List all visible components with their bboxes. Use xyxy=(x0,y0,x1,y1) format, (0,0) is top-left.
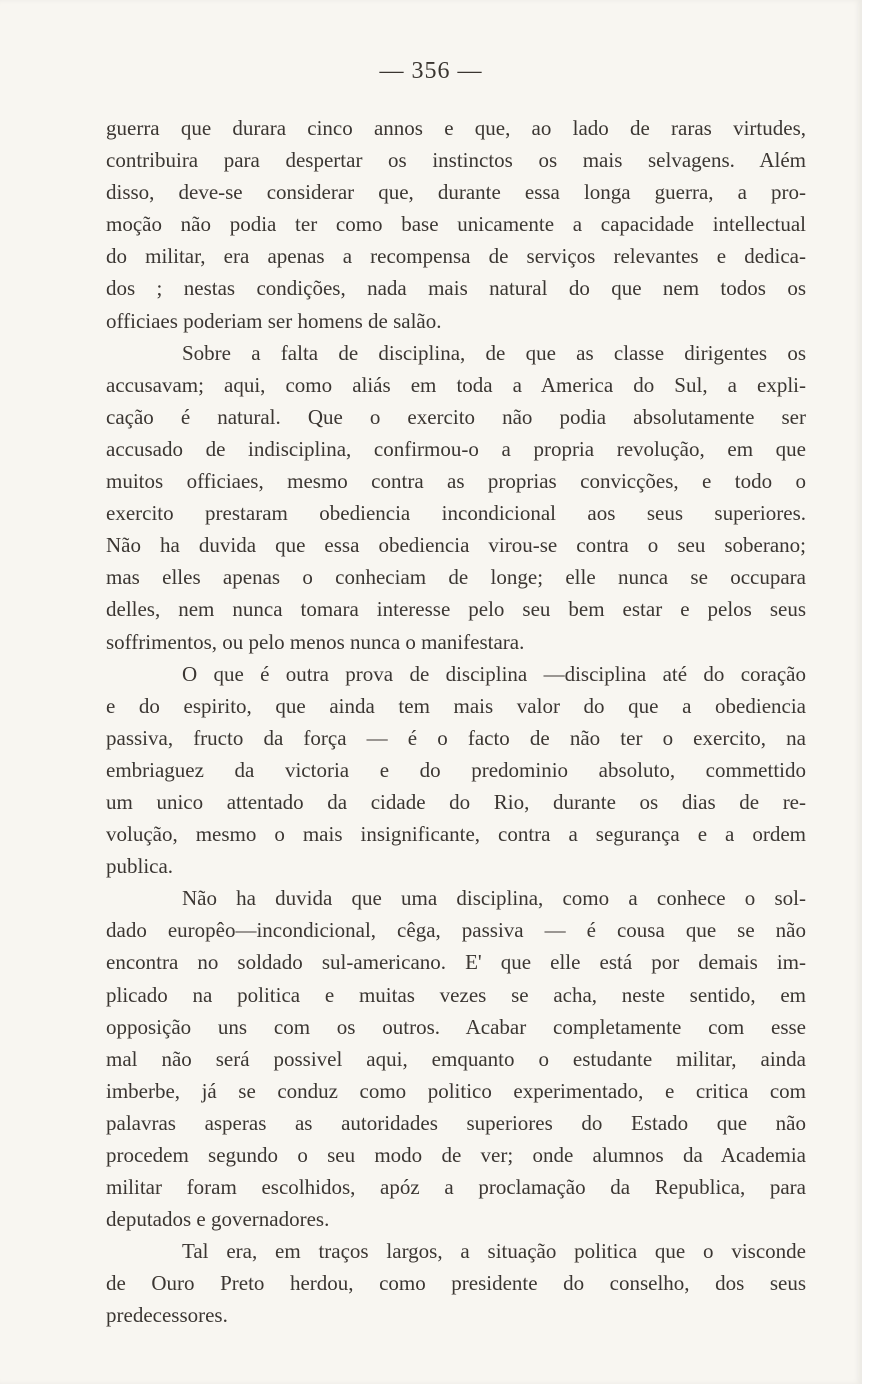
text-line: dado europêo—incondicional, cêga, passiva — é cousa que se não xyxy=(106,918,806,943)
page-number: — 356 — xyxy=(379,58,483,84)
text-line: imberbe, já se conduz como politico experimentado, e critica com xyxy=(106,1078,806,1103)
text-line: soffrimentos, ou pelo menos nunca o manifestara. xyxy=(106,629,525,654)
body-text xyxy=(106,112,806,1332)
text-line: muitos officiaes, mesmo contra as proprias convicções, e todo o xyxy=(106,469,806,494)
text-line: predecessores. xyxy=(106,1303,228,1328)
text-line: accusavam; aqui, como aliás em toda a America do Sul, a expli- xyxy=(106,372,806,397)
text-line: exercito prestaram obediencia incondicional aos seus superiores. xyxy=(106,501,806,526)
page-margin xyxy=(862,0,876,1384)
text-line: plicado na politica e muitas vezes se acha, neste sentido, em xyxy=(106,982,806,1007)
text-line: um unico attentado da cidade do Rio, durante os dias de re- xyxy=(106,789,806,814)
text-line: accusado de indisciplina, confirmou-o a propria revolução, em que xyxy=(106,436,806,461)
text-line: volução, mesmo o mais insignificante, contra a segurança e a ordem xyxy=(106,822,806,847)
text-line: do militar, era apenas a recompensa de serviços relevantes e dedica- xyxy=(106,244,806,269)
text-line: officiaes poderiam ser homens de salão. xyxy=(106,308,442,333)
text-line: de Ouro Preto herdou, como presidente do conselho, dos seus xyxy=(106,1271,806,1296)
text-line: guerra que durara cinco annos e que, ao lado de raras virtudes, xyxy=(106,116,806,140)
text-line: O que é outra prova de disciplina —disciplina até do coração xyxy=(182,661,806,686)
text-line: contribuira para despertar os instinctos os mais selvagens. Além xyxy=(106,148,806,173)
text-line: deputados e governadores. xyxy=(106,1207,330,1232)
text-line: Não ha duvida que uma disciplina, como a conhece o sol- xyxy=(182,886,806,911)
text-line: embriaguez da victoria e do predominio absoluto, commettido xyxy=(106,757,806,782)
text-line: moção não podia ter como base unicamente a capacidade intellectual xyxy=(106,212,806,237)
text-line: e do espirito, que ainda tem mais valor do que a obediencia xyxy=(106,693,806,718)
text-line: encontra no soldado sul-americano. E' que elle está por demais im- xyxy=(106,950,806,975)
text-line: Sobre a falta de disciplina, de que as classe dirigentes os xyxy=(182,340,806,365)
text-line: Tal era, em traços largos, a situação politica que o visconde xyxy=(182,1239,806,1264)
text-line: delles, nem nunca tomara interesse pelo seu bem estar e pelos seus xyxy=(106,597,806,622)
text-line: mas elles apenas o conheciam de longe; elle nunca se occupara xyxy=(106,565,806,590)
text-line: Não ha duvida que essa obediencia virou-se contra o seu soberano; xyxy=(106,533,806,558)
text-line: disso, deve-se considerar que, durante essa longa guerra, a pro- xyxy=(106,180,806,205)
text-line: procedem segundo o seu modo de ver; onde alumnos da Academia xyxy=(106,1143,806,1167)
text-line: militar foram escolhidos, apóz a proclamação da Republica, para xyxy=(106,1175,806,1200)
text-line: publica. xyxy=(106,854,174,879)
text-line: cação é natural. Que o exercito não podia absolutamente ser xyxy=(106,404,806,429)
text-line: passiva, fructo da força — é o facto de não ter o exercito, na xyxy=(106,725,806,750)
text-line: opposição uns com os outros. Acabar completamente com esse xyxy=(106,1014,806,1039)
text-line: palavras asperas as autoridades superiores do Estado que não xyxy=(106,1110,806,1135)
text-line: dos ; nestas condições, nada mais natural do que nem todos os xyxy=(106,276,806,301)
text-line: mal não será possivel aqui, emquanto o estudante militar, ainda xyxy=(106,1046,806,1071)
